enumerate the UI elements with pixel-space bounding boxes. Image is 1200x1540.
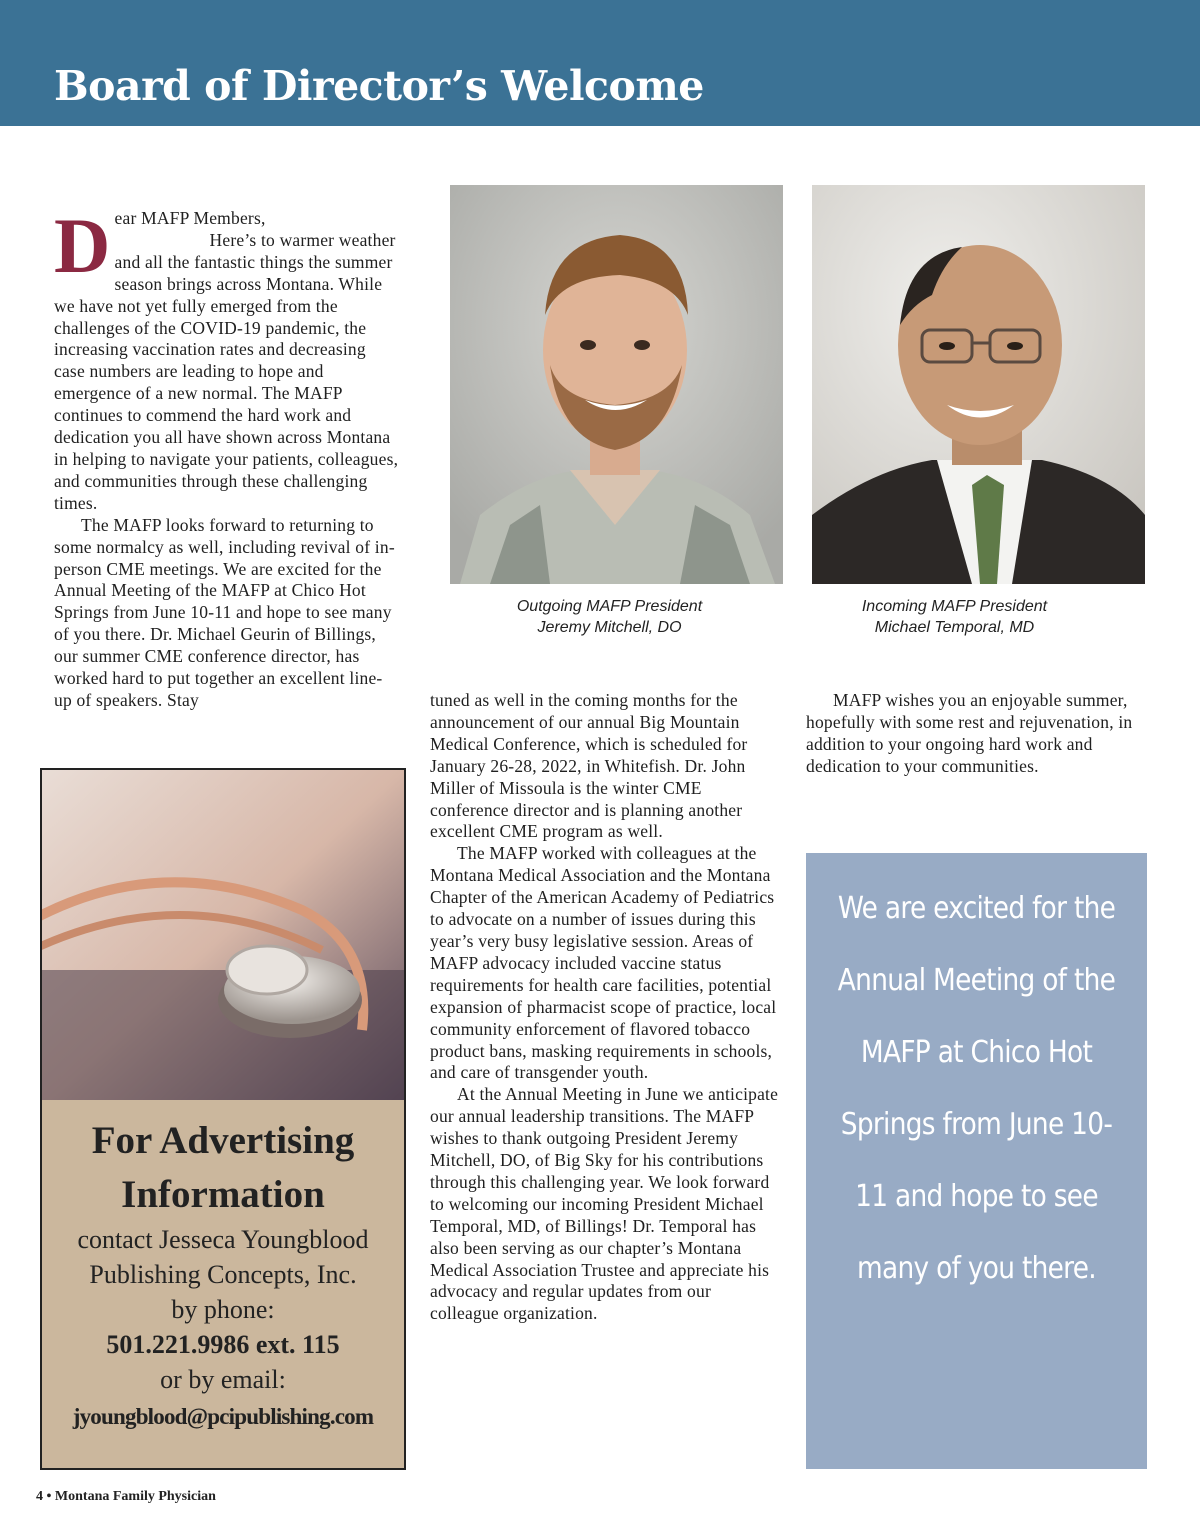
pull-quote-text: We are excited for the Annual Meeting of the MAFP at Chico Hot Springs from June 10-11 and hope to see many of you there. [837,891,1116,1286]
paragraph-5: MAFP wishes you an enjoyable summer, hopefully with some rest and rejuvenation, in addition to your ongoing hard work and dedication to your communities. [806,690,1133,776]
caption-line: Incoming MAFP President [861,598,1048,615]
letter-column-1 [54,202,399,712]
advertising-info-panel [42,1100,404,1468]
ad-by-phone: by phone: [171,1295,275,1324]
letter-column-3 [806,690,1146,778]
advertising-box [40,768,406,1470]
photo-jeremy-mitchell [450,185,783,584]
caption-incoming-president [788,596,1121,638]
portrait-image [450,185,783,584]
photo-michael-temporal [812,185,1145,584]
caption-outgoing-president [443,596,776,638]
header-banner [0,0,1200,126]
stethoscope-image [42,770,404,1100]
paragraph-2b: tuned as well in the coming months for the announcement of our annual Big Mountain Medical Conference, which is scheduled for January 26-28, 2022, in Whitefish. Dr. John Miller of Missoula is the winter CME conference director and is planning another excellent CME program as well. [430,690,748,842]
ad-email: jyoungblood@pcipublishing.com [72,1404,374,1429]
ad-by-email: or by email: [160,1365,286,1394]
footer-separator: • [46,1489,52,1504]
page-footer [36,1489,216,1505]
letter-column-2 [430,690,780,1325]
ad-heading-line: Information [121,1173,325,1216]
page-title: Board of Director’s Welcome [54,62,704,110]
ad-heading [42,1114,404,1222]
ad-heading-line: For Advertising [91,1119,355,1162]
paragraph-3: The MAFP worked with colleagues at the Montana Medical Association and the Montana Chapter of the American Academy of Pediatrics to advocate on a number of issues during this year’s very busy legislative session. Areas of MAFP advocacy included vaccine status requirements for health care facilities, potential expansion of pharmacist scope of practice, local community enforcement of flavored tobacco product bans, masking requirements in schools, and care of transgender youth. [430,843,777,1083]
salutation [54,202,399,289]
caption-line: Michael Temporal, MD [874,619,1035,636]
paragraph-2a: The MAFP looks forward to returning to some normalcy as well, including revival of in-person CME meetings. We are excited for the Annual Meeting of the MAFP at Chico Hot Springs from June 10-11 and hope to see many of you there. Dr. Michael Geurin of Billings, our summer CME conference director, has worked hard to put together an excellent line-up of speakers. Stay [54,514,395,710]
pull-quote [806,853,1147,1469]
caption-line: Jeremy Mitchell, DO [537,619,682,636]
paragraph-1-text: Here’s to warmer weather and all the fantastic things the summer season brings across Montana. While we have not yet fully emerged from the challenges of the COVID-19 pandemic, the increasing vaccination rates and decreasing case numbers are leading to hope and emergence of a new normal. The MAFP continues to commend the hard work and dedication you all have shown across Montana in helping to navigate your patients, colleagues, and communities through these challenging times. [54,229,399,513]
caption-line: Outgoing MAFP President [516,598,703,615]
ad-company: Publishing Concepts, Inc. [89,1260,357,1289]
ad-contact: contact Jesseca Youngblood [77,1225,369,1254]
page-number: 4 [36,1489,43,1504]
publication-name: Montana Family Physician [54,1489,216,1504]
stethoscope-icon [42,770,404,1100]
salutation-text: ear MAFP Members, [114,208,266,228]
drop-cap: D [54,202,111,289]
portrait-image [812,185,1145,584]
paragraph-4: At the Annual Meeting in June we anticipate our annual leadership transitions. The MAFP wishes to thank outgoing President Jeremy Mitchell, DO, of Big Sky for his contributions through this challenging year. We look forward to welcoming our incoming President Michael Temporal, MD, of Billings! Dr. Temporal has also been serving as our chapter’s Montana Medical Association Trustee and appreciate his advocacy and regular updates from our colleague organization. [430,1084,779,1324]
ad-phone: 501.221.9986 ext. 115 [106,1330,340,1359]
